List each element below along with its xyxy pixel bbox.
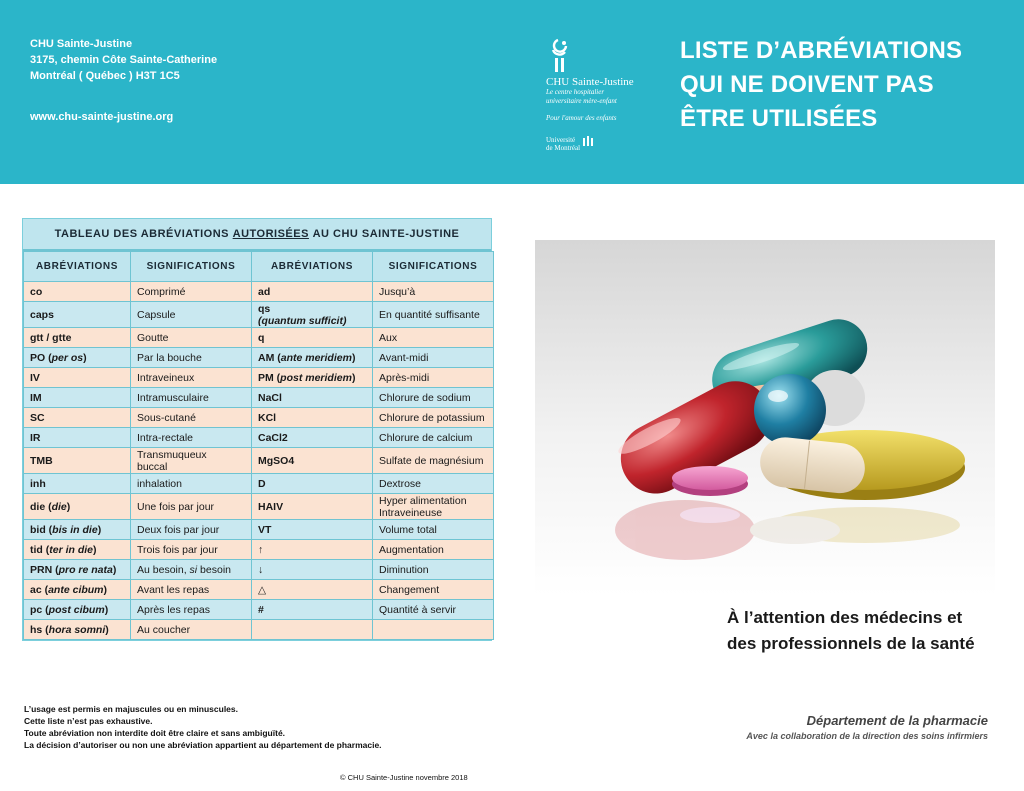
- cell-line: [379, 495, 487, 507]
- meaning-cell: [131, 368, 252, 388]
- abbreviation-cell: [252, 580, 373, 600]
- cell-text: die: [51, 500, 67, 513]
- cell-line: [137, 286, 245, 298]
- cell-text: Trois fois par jour: [137, 543, 218, 556]
- cell-text: inh: [30, 477, 46, 490]
- pills-photo: [535, 240, 995, 596]
- table-row: [24, 600, 494, 620]
- abbreviation-cell: [24, 620, 131, 640]
- meaning-cell: [373, 520, 494, 540]
- abbreviation-cell: [24, 520, 131, 540]
- abbreviation-cell: [24, 580, 131, 600]
- table-row: [24, 408, 494, 428]
- table-row: [24, 368, 494, 388]
- cell-text: CaCl2: [258, 431, 288, 444]
- meaning-cell: [131, 560, 252, 580]
- meaning-cell: [373, 428, 494, 448]
- cell-text: PRN (: [30, 563, 59, 576]
- cell-line: [258, 604, 366, 616]
- cell-text: Chlorure de calcium: [379, 431, 473, 444]
- cell-line: [258, 564, 366, 576]
- page-title-line: ÊTRE UTILISÉES: [680, 105, 878, 132]
- meaning-cell: [131, 348, 252, 368]
- abbreviation-cell: [252, 520, 373, 540]
- cell-text: ter in die: [49, 543, 94, 556]
- table-row: [24, 448, 494, 474]
- table-row: [24, 520, 494, 540]
- cell-text: Goutte: [137, 331, 169, 344]
- cell-line: [258, 544, 366, 556]
- meaning-cell: [373, 540, 494, 560]
- cell-text: NaCl: [258, 391, 282, 404]
- cell-text: pro re nata: [58, 563, 113, 576]
- table-body: [24, 282, 494, 640]
- abbreviation-cell: [24, 302, 131, 328]
- cell-text: Sulfate de magnésium: [379, 454, 484, 467]
- logo-subtitle-line: Le centre hospitalier: [546, 88, 605, 96]
- cell-text: post cibum: [48, 603, 105, 616]
- cell-line: [137, 544, 245, 556]
- cell-text: si: [189, 563, 198, 576]
- cell-text: AM (: [258, 351, 281, 364]
- abbreviation-cell: [252, 448, 373, 474]
- cell-text: ): [112, 563, 117, 576]
- logo-name: CHU Sainte-Justine: [546, 76, 634, 88]
- meaning-cell: [131, 494, 252, 520]
- cell-text: PM (: [258, 371, 281, 384]
- abbreviation-cell: [24, 540, 131, 560]
- cell-line: [30, 412, 124, 424]
- meaning-cell: [131, 580, 252, 600]
- cell-line: [379, 564, 487, 576]
- udem-line: de Montréal: [546, 144, 581, 152]
- cell-text: inhalation: [137, 477, 182, 490]
- meaning-cell: [373, 348, 494, 368]
- meaning-cell: [131, 520, 252, 540]
- logo-subtitle-line: universitaire mère-enfant: [546, 97, 617, 105]
- cell-text: Chlorure de potassium: [379, 411, 485, 424]
- audience-line: À l’attention des médecins et: [727, 608, 963, 627]
- meaning-cell: [373, 560, 494, 580]
- meaning-cell: [373, 448, 494, 474]
- cell-text: ): [83, 351, 87, 364]
- table-row: [24, 328, 494, 348]
- abbreviation-cell: [24, 474, 131, 494]
- udem-line: Université: [546, 136, 576, 144]
- meaning-cell: [373, 328, 494, 348]
- table-row: [24, 282, 494, 302]
- cell-line: [137, 372, 245, 384]
- cell-line: [30, 524, 124, 536]
- meaning-cell: [373, 580, 494, 600]
- cell-text: bid (: [30, 523, 53, 536]
- pills-illustration: [535, 240, 995, 596]
- abbreviation-cell: [252, 560, 373, 580]
- table-caption: [23, 219, 491, 251]
- cell-text: Augmentation: [379, 543, 444, 556]
- address-line: Montréal ( Québec ) H3T 1C5: [30, 70, 180, 82]
- cell-text: TMB: [30, 454, 53, 467]
- cell-text: Dextrose: [379, 477, 422, 490]
- cell-line: [258, 303, 366, 315]
- cell-text: ): [97, 523, 102, 536]
- cell-text: △: [258, 583, 267, 596]
- logo-subtitle: [546, 88, 666, 106]
- cell-line: [379, 372, 487, 384]
- cell-text: q: [258, 331, 265, 344]
- abbreviation-cell: [252, 428, 373, 448]
- cell-text: KCl: [258, 411, 277, 424]
- cell-text: buccal: [137, 460, 168, 473]
- cell-text: VT: [258, 523, 272, 536]
- cell-text: Intraveineux: [137, 371, 195, 384]
- cell-line: [137, 392, 245, 404]
- cell-text: gtt / gtte: [30, 331, 72, 344]
- cell-line: [30, 584, 124, 596]
- meaning-cell: [131, 302, 252, 328]
- cell-line: [258, 524, 366, 536]
- meaning-cell: [131, 620, 252, 640]
- cell-line: [379, 412, 487, 424]
- cell-line: [30, 309, 124, 321]
- udem-crest-icon: [582, 136, 594, 146]
- cell-line: [258, 478, 366, 490]
- note-line: Cette liste n’est pas exhaustive.: [24, 716, 153, 726]
- cell-text: Aux: [379, 331, 398, 344]
- cell-text: ac (: [30, 583, 49, 596]
- meaning-cell: [373, 474, 494, 494]
- department-subtitle: Avec la collaboration de la direction des soins infirmiers: [746, 731, 988, 741]
- cell-text: PO (: [30, 351, 52, 364]
- abbreviation-cell: [24, 388, 131, 408]
- cell-line: [30, 501, 124, 513]
- page-title-line: LISTE D’ABRÉVIATIONS: [680, 37, 963, 64]
- cell-text: tid (: [30, 543, 50, 556]
- cell-line: [379, 524, 487, 536]
- abbreviation-cell: [252, 494, 373, 520]
- table-row: [24, 302, 494, 328]
- cell-line: [137, 449, 245, 461]
- cell-line: [30, 372, 124, 384]
- audience-statement: [727, 605, 975, 657]
- meaning-cell: [131, 540, 252, 560]
- cell-line: [137, 584, 245, 596]
- note-line: La décision d’autoriser ou non une abréviation appartient au département de pharmacie.: [24, 740, 382, 750]
- cell-text: En quantité suffisante: [379, 308, 480, 321]
- cell-text: pc (: [30, 603, 49, 616]
- cell-text: ): [351, 371, 356, 384]
- cell-line: [137, 604, 245, 616]
- cell-line: [258, 412, 366, 424]
- cell-text: Hyper alimentation: [379, 494, 467, 507]
- abbreviation-cell: [252, 282, 373, 302]
- cell-text: hora somni: [48, 623, 106, 636]
- udem-name: [546, 136, 580, 152]
- cell-text: co: [30, 285, 43, 298]
- cell-line: [30, 332, 124, 344]
- cell-text: Chlorure de sodium: [379, 391, 471, 404]
- cell-text: Par la bouche: [137, 351, 202, 364]
- meaning-cell: [373, 368, 494, 388]
- address-line: CHU Sainte-Justine: [30, 38, 133, 50]
- abbreviations-table: [23, 251, 494, 640]
- cell-text: D: [258, 477, 266, 490]
- cell-text: hs (: [30, 623, 49, 636]
- cell-line: [137, 432, 245, 444]
- cell-line: [30, 286, 124, 298]
- abbreviation-cell: [252, 600, 373, 620]
- cell-line: [30, 564, 124, 576]
- udem-logo: [546, 136, 666, 152]
- cell-text: #: [258, 603, 264, 616]
- table-row: [24, 388, 494, 408]
- usage-notes: [24, 703, 382, 751]
- cell-line: [258, 352, 366, 364]
- abbreviation-cell: [24, 428, 131, 448]
- cell-line: [30, 478, 124, 490]
- cell-line: [379, 286, 487, 298]
- abbreviation-cell: [252, 302, 373, 328]
- cell-text: SC: [30, 411, 45, 424]
- cell-text: ): [93, 543, 97, 556]
- cell-text: Après-midi: [379, 371, 430, 384]
- cell-line: [258, 332, 366, 344]
- cell-line: [137, 352, 245, 364]
- cell-line: [379, 392, 487, 404]
- abbreviation-cell: [252, 408, 373, 428]
- meaning-cell: [373, 600, 494, 620]
- cell-text: Capsule: [137, 308, 176, 321]
- cell-line: [379, 432, 487, 444]
- cell-line: [30, 455, 124, 467]
- meaning-cell: [131, 282, 252, 302]
- cell-text: ante cibum: [48, 583, 104, 596]
- cell-text: die (: [30, 500, 52, 513]
- cell-text: Au coucher: [137, 623, 191, 636]
- meaning-cell: [373, 620, 494, 640]
- abbreviation-cell: [252, 620, 373, 640]
- cell-text: Après les repas: [137, 603, 210, 616]
- cell-text: post meridiem: [280, 371, 352, 384]
- meaning-cell: [131, 388, 252, 408]
- meaning-cell: [373, 302, 494, 328]
- cell-line: [137, 501, 245, 513]
- cell-text: (quantum sufficit): [258, 314, 347, 327]
- note-line: L’usage est permis en majuscules ou en minuscules.: [24, 704, 238, 714]
- cell-line: [379, 455, 487, 467]
- cell-text: ): [66, 500, 71, 513]
- logo-slogan: Pour l'amour des enfants: [546, 114, 617, 122]
- cell-text: Diminution: [379, 563, 429, 576]
- abbreviation-cell: [252, 540, 373, 560]
- abbreviation-cell: [24, 560, 131, 580]
- cell-text: ↑: [258, 543, 264, 556]
- table-row: [24, 620, 494, 640]
- abbreviation-cell: [252, 328, 373, 348]
- meaning-cell: [131, 474, 252, 494]
- abbreviation-cell: [24, 348, 131, 368]
- table-row: [24, 580, 494, 600]
- abbreviation-cell: [252, 348, 373, 368]
- cell-text: Intra-rectale: [137, 431, 194, 444]
- cell-line: [30, 604, 124, 616]
- cell-text: ante meridiem: [280, 351, 352, 364]
- cell-text: Jusqu’à: [379, 285, 416, 298]
- cell-line: [379, 352, 487, 364]
- meaning-cell: [131, 408, 252, 428]
- header-banner: [0, 0, 1024, 184]
- column-header: SIGNIFICATIONS: [131, 252, 252, 282]
- meaning-cell: [373, 494, 494, 520]
- abbreviation-cell: [24, 368, 131, 388]
- cell-line: [258, 286, 366, 298]
- cell-line: [379, 544, 487, 556]
- cell-text: Au besoin,: [137, 563, 190, 576]
- cell-line: [137, 309, 245, 321]
- column-header: SIGNIFICATIONS: [373, 252, 494, 282]
- table-row: [24, 474, 494, 494]
- table-row: [24, 560, 494, 580]
- table-row: [24, 428, 494, 448]
- table-row: [24, 540, 494, 560]
- cell-line: [258, 392, 366, 404]
- cell-line: [379, 332, 487, 344]
- cell-text: IR: [30, 431, 41, 444]
- cell-text: Une fois par jour: [137, 500, 215, 513]
- cell-line: [137, 524, 245, 536]
- cell-text: besoin: [197, 563, 231, 576]
- cell-text: ): [104, 603, 109, 616]
- cell-line: [258, 584, 366, 596]
- cell-line: [379, 604, 487, 616]
- cell-text: HAIV: [258, 500, 284, 513]
- website-link[interactable]: www.chu-sainte-justine.org: [30, 111, 174, 123]
- meaning-cell: [131, 428, 252, 448]
- cell-line: [379, 478, 487, 490]
- cell-text: caps: [30, 308, 54, 321]
- cell-text: Sous-cutané: [137, 411, 196, 424]
- table-row: [24, 348, 494, 368]
- cell-text: per os: [51, 351, 84, 364]
- cell-line: [258, 372, 366, 384]
- caption-emphasis: AUTORISÉES: [232, 228, 309, 240]
- cell-text: Deux fois par jour: [137, 523, 220, 536]
- cell-text: Volume total: [379, 523, 437, 536]
- table-row: [24, 494, 494, 520]
- caption-text: TABLEAU DES ABRÉVIATIONS: [54, 228, 229, 240]
- cell-text: qs: [258, 302, 271, 315]
- cell-text: ): [105, 623, 109, 636]
- abbreviation-cell: [252, 388, 373, 408]
- cell-line: [258, 432, 366, 444]
- cell-text: Quantité à servir: [379, 603, 457, 616]
- cell-line: [137, 412, 245, 424]
- cell-text: Changement: [379, 583, 440, 596]
- cell-line: [137, 624, 245, 636]
- abbreviation-cell: [24, 408, 131, 428]
- cell-line: [379, 584, 487, 596]
- cell-line: [379, 309, 487, 321]
- cell-line: [137, 564, 245, 576]
- cell-text: MgSO4: [258, 454, 295, 467]
- cell-text: Comprimé: [137, 285, 186, 298]
- department-block: [746, 713, 988, 741]
- cell-line: [30, 544, 124, 556]
- department-title: Département de la pharmacie: [806, 713, 988, 728]
- cell-text: IV: [30, 371, 40, 384]
- audience-line: des professionnels de la santé: [727, 634, 975, 653]
- copyright: © CHU Sainte-Justine novembre 2018: [340, 773, 468, 782]
- cell-text: Transmuqueux: [137, 448, 207, 461]
- page-title: [680, 34, 962, 136]
- cell-text: ↓: [258, 563, 264, 576]
- meaning-cell: [373, 408, 494, 428]
- meaning-cell: [373, 388, 494, 408]
- hospital-address: [30, 36, 217, 84]
- chu-logo: [546, 36, 666, 152]
- cell-line: [137, 332, 245, 344]
- column-header: ABRÉVIATIONS: [24, 252, 131, 282]
- abbreviation-cell: [252, 474, 373, 494]
- caption-text: AU CHU SAINTE-JUSTINE: [312, 228, 460, 240]
- chu-sainte-justine-logo-icon: [546, 36, 576, 74]
- cell-text: ): [103, 583, 108, 596]
- meaning-cell: [131, 600, 252, 620]
- note-line: Toute abréviation non interdite doit être claire et sans ambiguïté.: [24, 728, 286, 738]
- cell-text: Avant-midi: [379, 351, 429, 364]
- abbreviation-cell: [24, 328, 131, 348]
- cell-text: Avant les repas: [137, 583, 210, 596]
- meaning-cell: [373, 282, 494, 302]
- column-header: ABRÉVIATIONS: [252, 252, 373, 282]
- abbreviations-table-card: [22, 218, 492, 641]
- meaning-cell: [131, 448, 252, 474]
- table-header-row: [24, 252, 494, 282]
- cell-line: [258, 455, 366, 467]
- cell-line: [30, 352, 124, 364]
- cell-line: [258, 501, 366, 513]
- cell-line: [30, 432, 124, 444]
- cell-line: [30, 624, 124, 636]
- cell-line: [137, 478, 245, 490]
- cell-text: Intramusculaire: [137, 391, 209, 404]
- abbreviation-cell: [24, 282, 131, 302]
- address-line: 3175, chemin Côte Sainte-Catherine: [30, 54, 218, 66]
- cell-text: Intraveineuse: [379, 506, 443, 519]
- cell-text: ): [351, 351, 356, 364]
- cell-text: IM: [30, 391, 42, 404]
- abbreviation-cell: [252, 368, 373, 388]
- abbreviation-cell: [24, 448, 131, 474]
- page-title-line: QUI NE DOIVENT PAS: [680, 71, 934, 98]
- cell-text: ad: [258, 285, 271, 298]
- cell-text: bis in die: [52, 523, 98, 536]
- abbreviation-cell: [24, 494, 131, 520]
- abbreviation-cell: [24, 600, 131, 620]
- cell-line: [30, 392, 124, 404]
- meaning-cell: [131, 328, 252, 348]
